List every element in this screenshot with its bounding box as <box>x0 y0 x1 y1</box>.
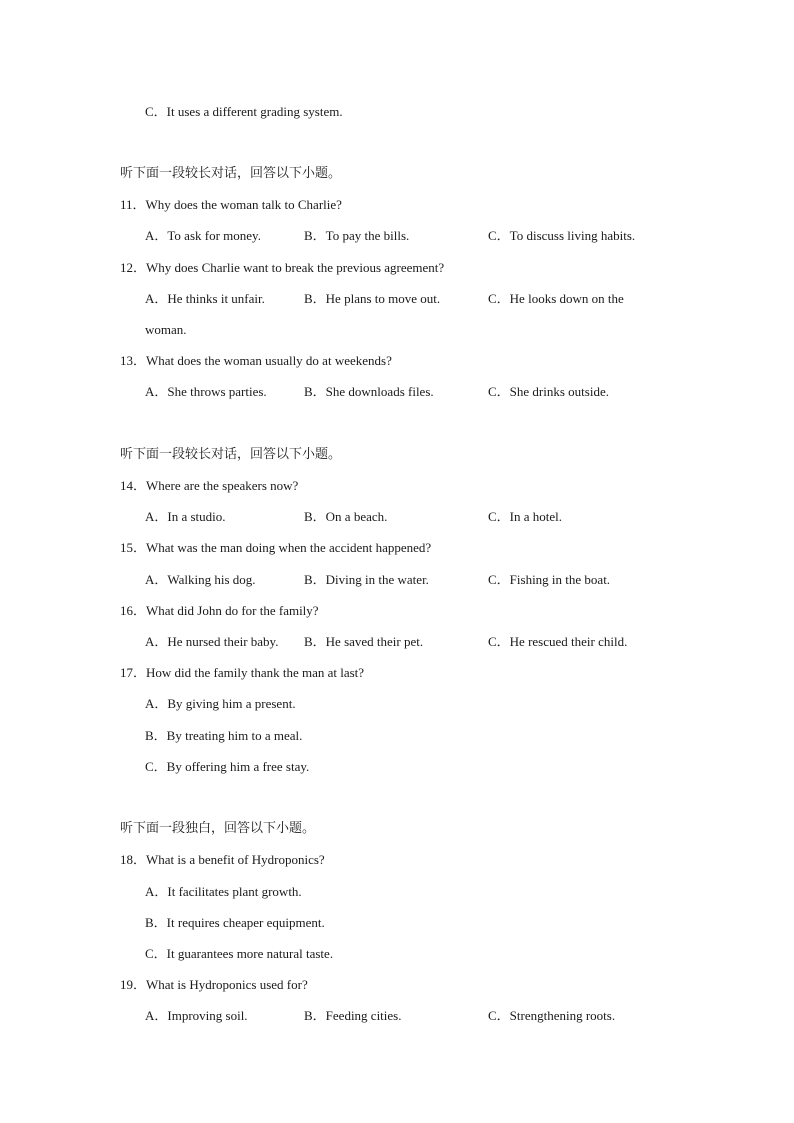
section-heading: 听下面一段较长对话，回答以下小题。 <box>120 166 342 181</box>
option-10c: C．It uses a different grading system. <box>145 104 343 119</box>
option-12a: A．He thinks it unfair. <box>145 291 265 306</box>
option-13a: A．She throws parties. <box>145 384 267 399</box>
option-19b: B．Feeding cities. <box>304 1008 402 1023</box>
option-17b: B．By treating him to a meal. <box>145 728 303 743</box>
question-19: 19．What is Hydroponics used for? <box>120 977 308 992</box>
option-16b: B．He saved their pet. <box>304 634 424 649</box>
option-12b: B．He plans to move out. <box>304 291 441 306</box>
option-11a: A．To ask for money. <box>145 228 261 243</box>
option-17c: C．By offering him a free stay. <box>145 759 310 774</box>
option-16c: C．He rescued their child. <box>488 634 628 649</box>
option-18c: C．It guarantees more natural taste. <box>145 946 334 961</box>
question-11: 11．Why does the woman talk to Charlie? <box>120 197 342 212</box>
question-14: 14．Where are the speakers now? <box>120 478 299 493</box>
section-heading: 听下面一段独白，回答以下小题。 <box>120 821 316 836</box>
option-19a: A．Improving soil. <box>145 1008 248 1023</box>
option-14b: B．On a beach. <box>304 509 388 524</box>
option-18a: A．It facilitates plant growth. <box>145 884 302 899</box>
option-11c: C．To discuss living habits. <box>488 228 636 243</box>
option-11b: B．To pay the bills. <box>304 228 410 243</box>
option-16a: A．He nursed their baby. <box>145 634 279 649</box>
option-15a: A．Walking his dog. <box>145 572 256 587</box>
option-12c: C．He looks down on the <box>488 291 624 306</box>
option-15c: C．Fishing in the boat. <box>488 572 611 587</box>
option-13b: B．She downloads files. <box>304 384 434 399</box>
option-14a: A．In a studio. <box>145 509 226 524</box>
question-18: 18．What is a benefit of Hydroponics? <box>120 852 325 867</box>
option-15b: B．Diving in the water. <box>304 572 429 587</box>
question-12: 12．Why does Charlie want to break the previous agreement? <box>120 260 445 275</box>
option-14c: C．In a hotel. <box>488 509 563 524</box>
question-15: 15．What was the man doing when the accident happened? <box>120 540 432 555</box>
section-heading: 听下面一段较长对话，回答以下小题。 <box>120 447 342 462</box>
option-12c-continued: woman. <box>145 322 187 337</box>
option-13c: C．She drinks outside. <box>488 384 609 399</box>
question-17: 17．How did the family thank the man at last? <box>120 665 365 680</box>
option-18b: B．It requires cheaper equipment. <box>145 915 325 930</box>
question-16: 16．What did John do for the family? <box>120 603 319 618</box>
option-19c: C．Strengthening roots. <box>488 1008 616 1023</box>
option-17a: A．By giving him a present. <box>145 696 296 711</box>
question-13: 13．What does the woman usually do at weekends? <box>120 353 392 368</box>
